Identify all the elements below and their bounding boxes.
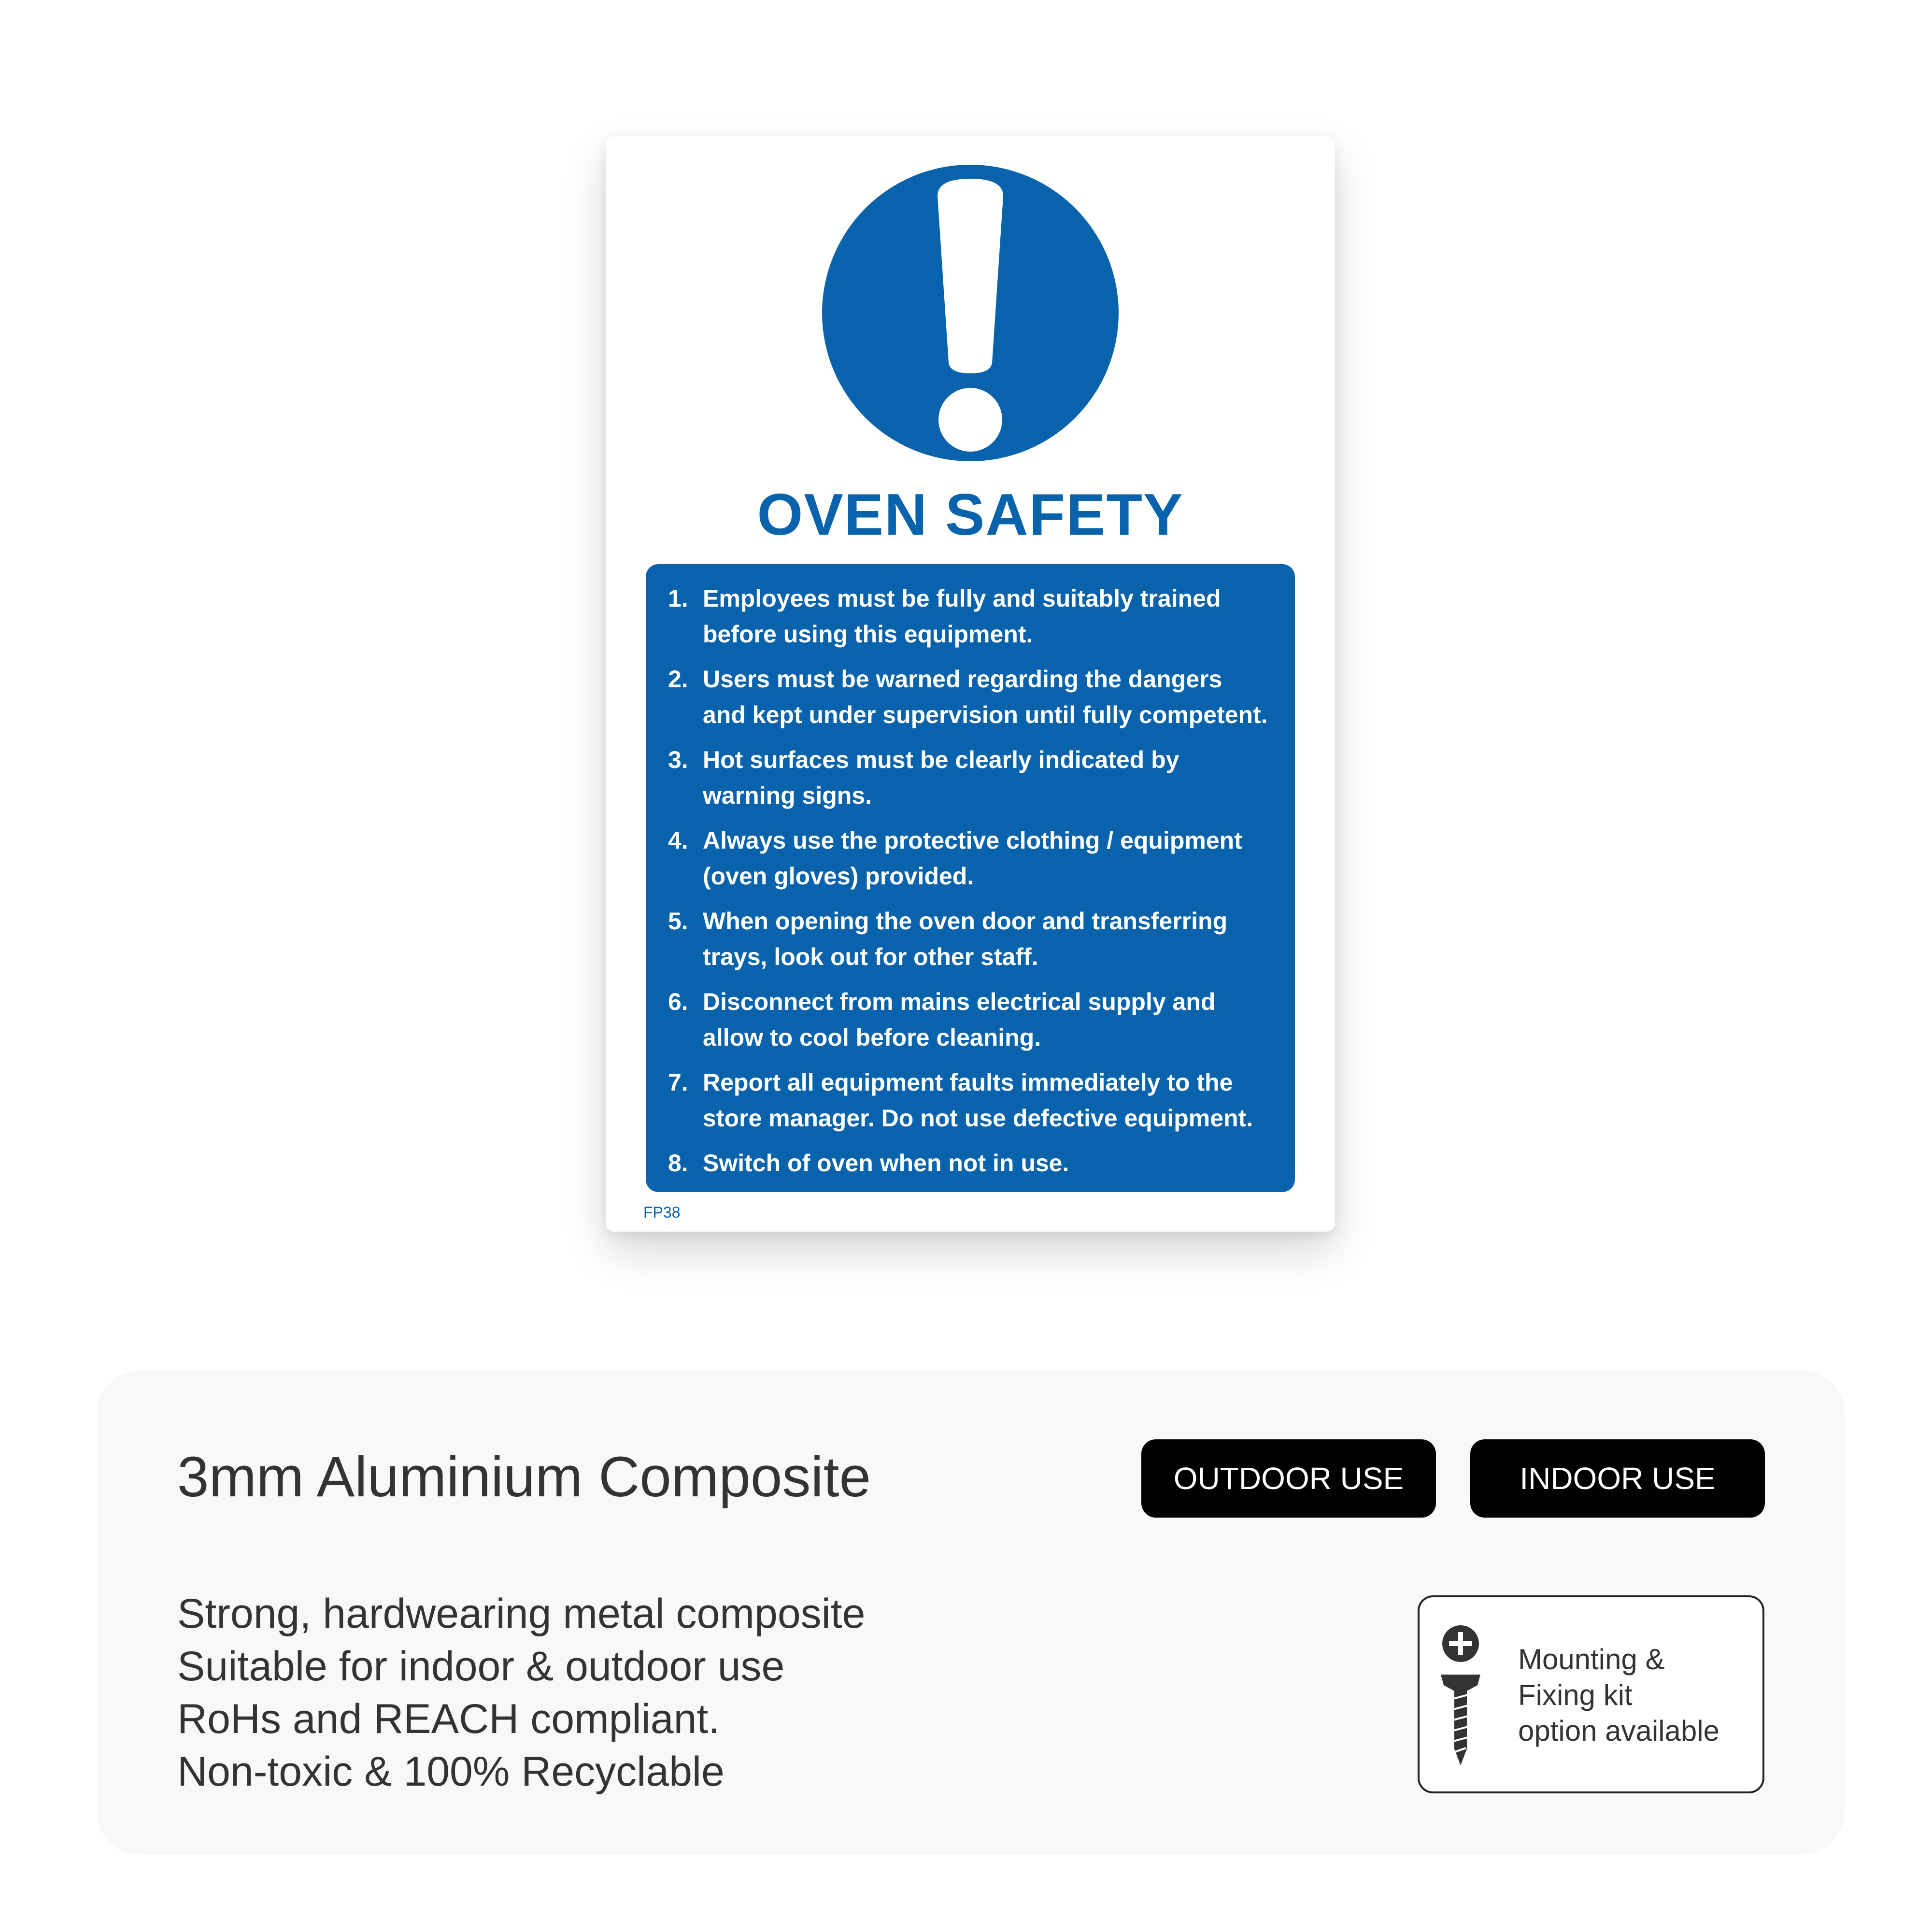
feature-item: Non-toxic & 100% Recyclable [177,1748,724,1795]
rule-text: Employees must be fully and suitably trained before using this equipment. [703,585,1221,648]
rule-text: Switch of oven when not in use. [703,1150,1069,1177]
feature-item: RoHs and REACH compliant. [177,1696,720,1742]
rule-item [668,1145,1271,1181]
rule-item [668,823,1271,894]
rule-item [668,984,1271,1055]
rules-panel [646,564,1295,1192]
rule-number: 2. [668,666,688,693]
rule-number: 1. [668,585,688,612]
rule-text: Users must be warned regarding the dangers and kept under supervision until fully competent. [703,666,1268,728]
rule-text: Report all equipment faults immediately to the store manager. Do not use defective equipment. [703,1069,1253,1132]
material-title: 3mm Aluminium Composite [177,1445,871,1509]
rule-item [668,661,1271,733]
rule-item [668,1065,1271,1136]
feature-item: Strong, hardwearing metal composite [177,1591,866,1637]
outdoor-use-badge: OUTDOOR USE [1141,1439,1436,1518]
kit-text-line: option available [1518,1715,1719,1747]
feature-item: Suitable for indoor & outdoor use [177,1643,785,1690]
sign-title: OVEN SAFETY [757,482,1184,547]
rule-number: 4. [668,827,688,854]
sign-code: FP38 [643,1204,681,1221]
exclamation-circle-icon [822,165,1119,461]
kit-text-line: Mounting & [1518,1643,1665,1676]
rule-number: 8. [668,1150,688,1177]
mounting-kit-box [1418,1595,1764,1793]
kit-text-line: Fixing kit [1518,1679,1633,1711]
rule-text: Hot surfaces must be clearly indicated by warning signs. [703,746,1179,809]
rule-number: 6. [668,988,688,1015]
rule-text: Disconnect from mains electrical supply and allow to cool before cleaning. [703,988,1216,1051]
rule-item [668,903,1271,975]
rule-text: Always use the protective clothing / equipment (oven gloves) provided. [703,827,1242,890]
screw-icon [1439,1624,1482,1769]
rule-text: When opening the oven door and transferring trays, look out for other staff. [703,908,1228,970]
feature-list [177,1588,866,1798]
rule-item [668,581,1271,652]
product-sign [606,136,1335,1232]
indoor-use-badge: INDOOR USE [1470,1439,1765,1518]
rule-number: 3. [668,746,688,773]
mounting-kit-text [1518,1642,1719,1749]
rule-item [668,742,1271,813]
rule-number: 5. [668,908,688,935]
product-info-card [97,1370,1845,1855]
rule-number: 7. [668,1069,688,1096]
